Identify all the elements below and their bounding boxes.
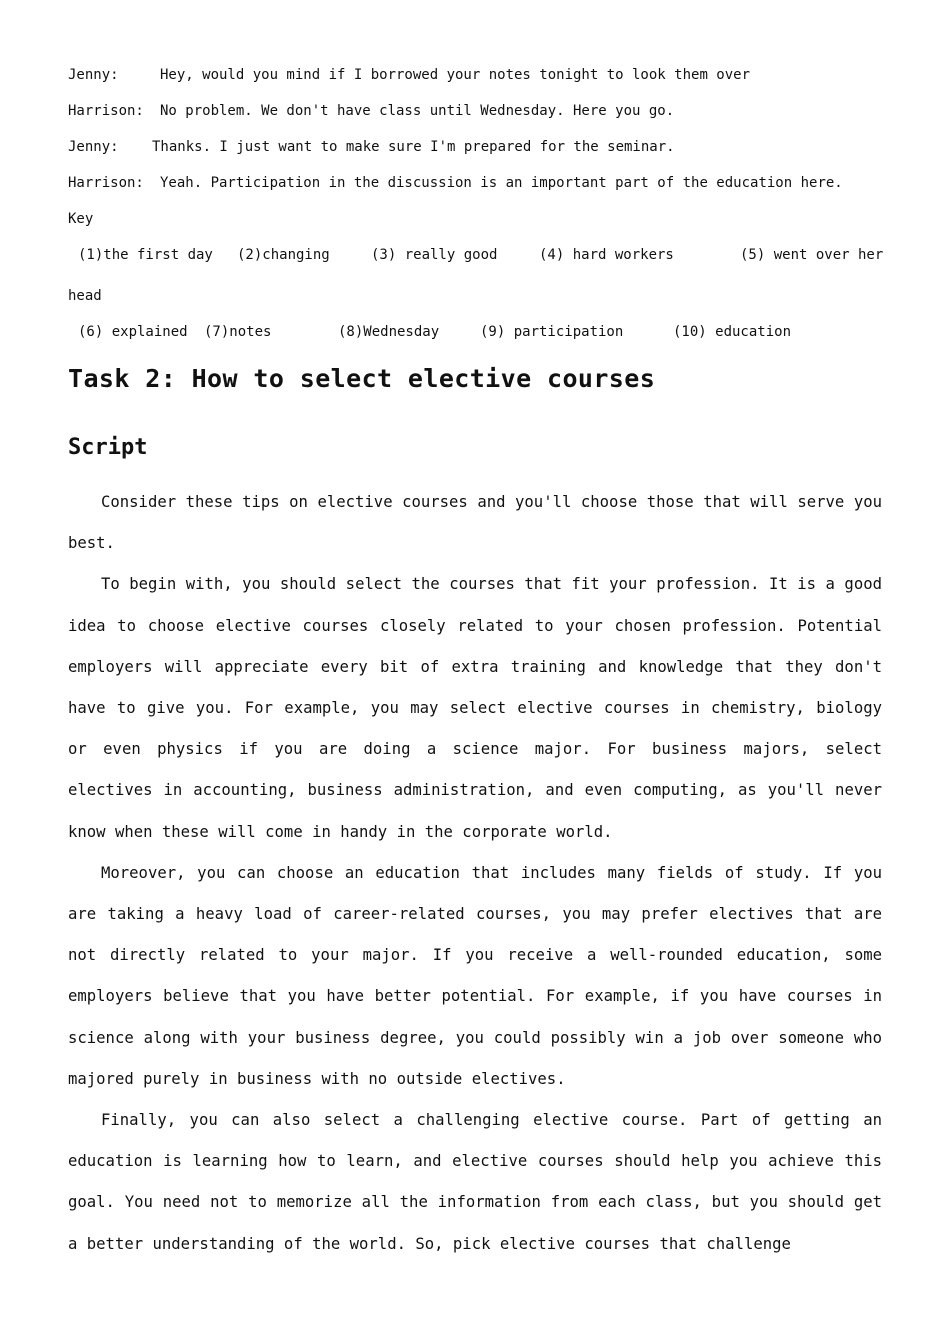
key-answer: (2)changing xyxy=(237,247,330,263)
key-answer: (10) education xyxy=(673,324,792,340)
dialogue-text: No problem. We don't have class until Wednesday. Here you go. xyxy=(160,103,675,119)
dialogue-text: Thanks. I just want to make sure I'm prepared for the seminar. xyxy=(152,139,675,155)
script-heading: Script xyxy=(68,435,148,460)
key-answer: (6) explained xyxy=(78,324,188,340)
script-body xyxy=(68,482,882,1265)
key-answer: (8)Wednesday xyxy=(338,324,440,340)
dialogue-line xyxy=(68,174,843,192)
dialogue-line xyxy=(68,138,675,156)
key-answer: (1)the first day xyxy=(78,247,213,263)
script-paragraph: Consider these tips on elective courses and you'll choose those that will serve you best. xyxy=(68,493,882,553)
dialogue-line xyxy=(68,102,674,120)
script-paragraph: To begin with, you should select the courses that fit your profession. It is a good idea to choose elective courses closely related to your chosen profession. Potential employers will appreciate every bit of extra training and knowledge that they don't have to give you. For example, you may select elective courses in chemistry, biology or even physics if you are doing a science major. For business majors, select electives in accounting, business administration, and even computing, as you'll never know when these will come in handy in the corporate world. xyxy=(68,575,882,841)
key-answer: (9) participation xyxy=(480,324,624,340)
dialogue-text: Yeah. Participation in the discussion is an important part of the education here. xyxy=(160,175,843,191)
speaker-label: Jenny: xyxy=(68,67,119,83)
key-answer: (7)notes xyxy=(204,324,272,340)
script-paragraph: Finally, you can also select a challenging elective course. Part of getting an education is learning how to learn, and elective courses should help you achieve this goal. You need not to memorize all the information from each class, but you should get a better understanding of the world. So, pick elective courses that challenge xyxy=(68,1111,882,1253)
key-answer: (5) went over her xyxy=(740,247,884,263)
script-paragraph: Moreover, you can choose an education that includes many fields of study. If you are taking a heavy load of career-related courses, you may prefer electives that are not directly related to your major. If you receive a well-rounded education, some employers believe that you have better potential. For example, if you have courses in science along with your business degree, you could possibly win a job over someone who majored purely in business with no outside electives. xyxy=(68,863,882,1088)
key-label: Key xyxy=(68,211,94,227)
task-heading: Task 2: How to select elective courses xyxy=(68,364,656,393)
dialogue-line xyxy=(68,66,750,84)
key-answer: (3) really good xyxy=(371,247,498,263)
speaker-label: Jenny: xyxy=(68,139,119,155)
dialogue-text: Hey, would you mind if I borrowed your notes tonight to look them over xyxy=(160,67,751,83)
key-answer: (4) hard workers xyxy=(539,247,674,263)
speaker-label: Harrison: xyxy=(68,103,144,119)
speaker-label: Harrison: xyxy=(68,175,144,191)
key-answer-wrap: head xyxy=(68,288,102,304)
